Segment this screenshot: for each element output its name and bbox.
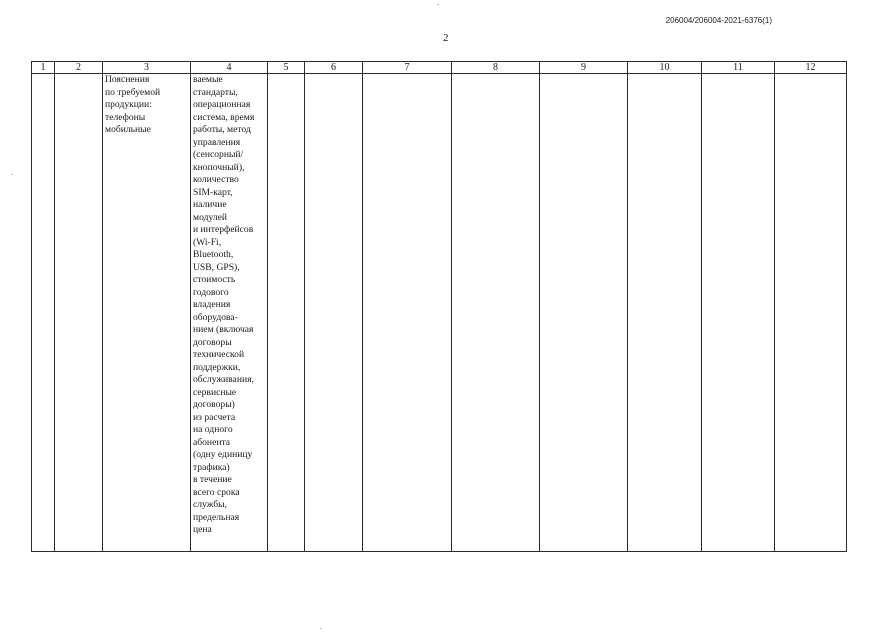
scan-speck — [437, 4, 439, 5]
cell-col-12 — [775, 74, 847, 552]
cell-col-3 — [103, 74, 191, 552]
column-header-4: 4 — [191, 62, 268, 74]
cell-col-10 — [628, 74, 702, 552]
column-header-1: 1 — [32, 62, 55, 74]
cell-col-4 — [191, 74, 268, 552]
document-id: 206004/206004-2021-6376(1) — [665, 16, 772, 25]
cell-col-7 — [363, 74, 452, 552]
column-header-6: 6 — [305, 62, 363, 74]
product-explanation-text: Пояснения по требуемой продукции: телефоны мобильные — [105, 74, 161, 135]
requirements-table — [31, 61, 847, 552]
column-header-3: 3 — [103, 62, 191, 74]
page-number: 2 — [443, 32, 449, 44]
column-header-11: 11 — [702, 62, 775, 74]
scan-speck — [320, 628, 322, 629]
cell-col-6 — [305, 74, 363, 552]
cell-col-2 — [55, 74, 103, 552]
column-header-7: 7 — [363, 62, 452, 74]
column-header-10: 10 — [628, 62, 702, 74]
scan-speck — [11, 174, 13, 175]
column-header-9: 9 — [540, 62, 628, 74]
table-header-row — [32, 62, 847, 74]
cell-col-8 — [452, 74, 540, 552]
characteristics-text: ваемые стандарты, операционная система, время работы, метод управления (сенсорный/ кнопочный), количество SIM-карт, наличие модулей и интерфейсов (Wi-Fi, Bluetooth, USB, GPS), стоимость годового владения оборудова- нием (включая договоры технической поддержки, обслуживания, сервисные договоры) из расчета на одного абонента (одну единицу трафика) в течение всего срока службы, предельная цена — [193, 74, 255, 535]
cell-col-1 — [32, 74, 55, 552]
cell-col-9 — [540, 74, 628, 552]
column-header-2: 2 — [55, 62, 103, 74]
table-row — [32, 74, 847, 552]
column-header-5: 5 — [268, 62, 305, 74]
column-header-12: 12 — [775, 62, 847, 74]
column-header-8: 8 — [452, 62, 540, 74]
cell-col-5 — [268, 74, 305, 552]
cell-col-11 — [702, 74, 775, 552]
